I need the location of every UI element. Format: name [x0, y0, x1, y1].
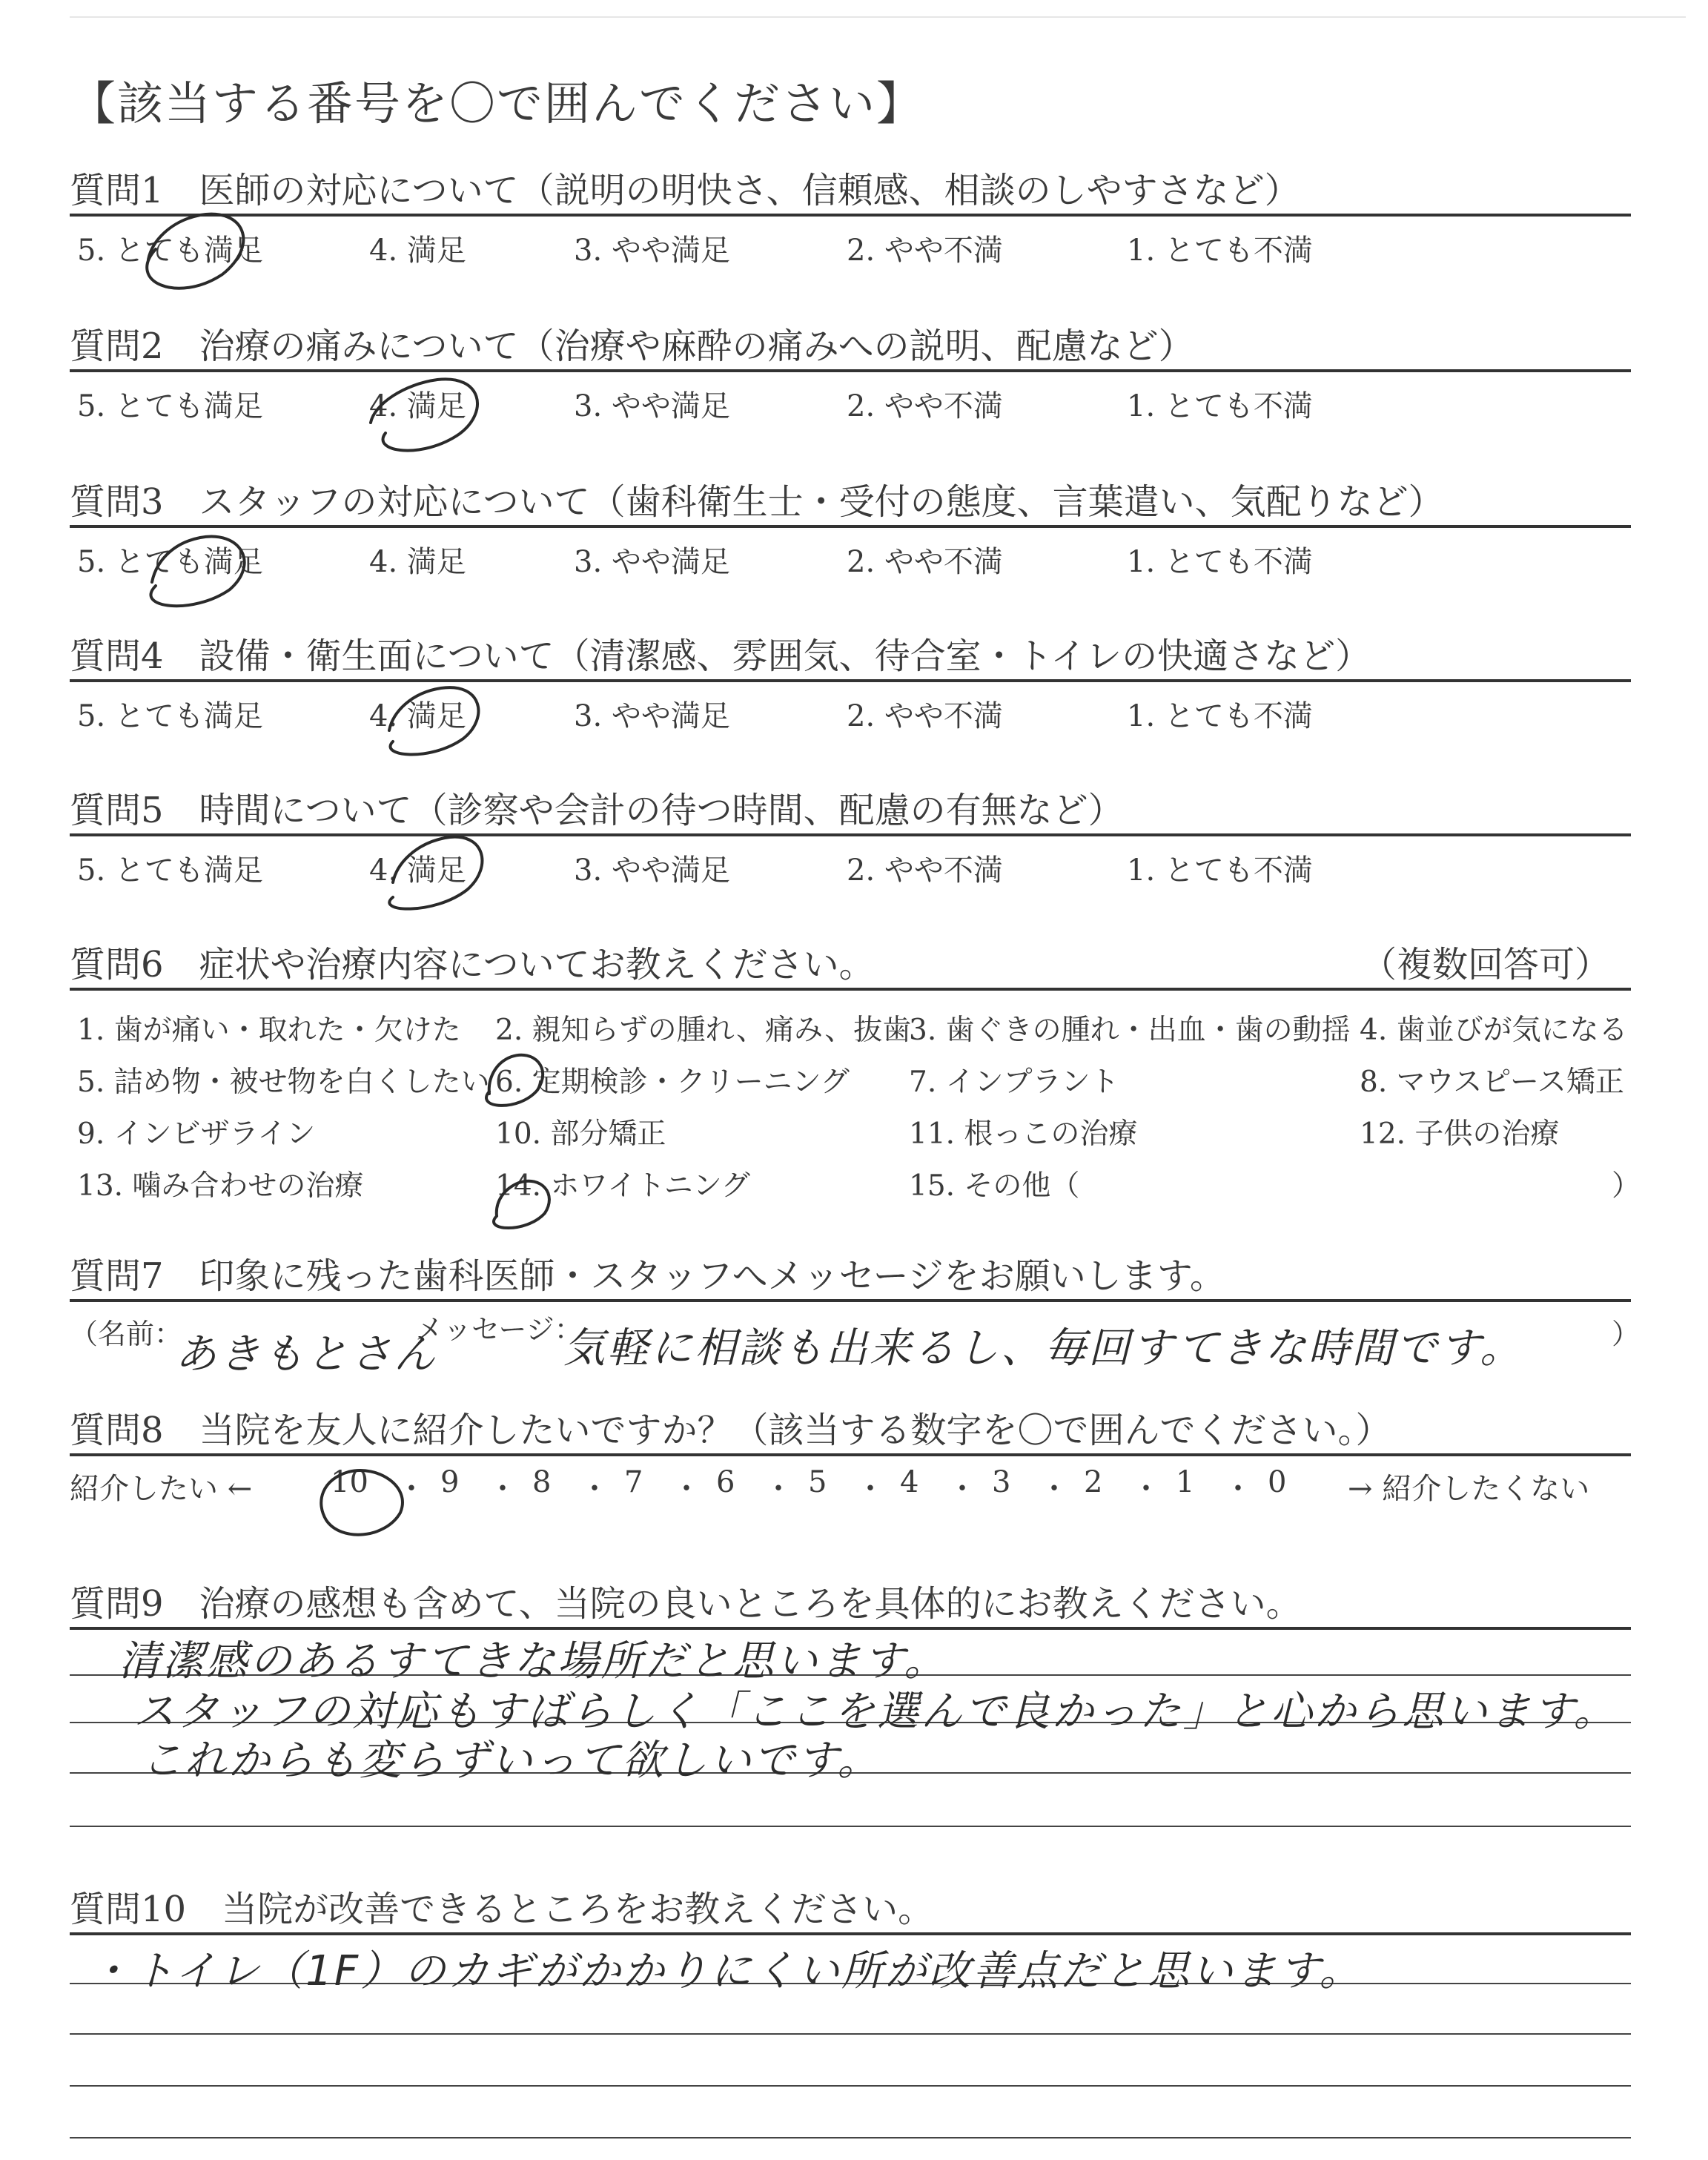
q3-option-2[interactable]: 2. やや不満 — [847, 545, 1003, 579]
q6-option-2[interactable]: 2. 親知らずの腫れ、痛み、抜歯 — [495, 1014, 912, 1047]
q8-scale-dot: ・ — [672, 1472, 701, 1506]
q9-answer-line-1[interactable]: 清潔感のあるすてきな場所だと思います。 — [119, 1637, 948, 1685]
q6-option-3[interactable]: 3. 歯ぐきの腫れ・出血・歯の動揺 — [909, 1014, 1351, 1047]
q4-option-1[interactable]: 1. とても不満 — [1127, 699, 1313, 733]
q9-answer-line-2[interactable]: スタッフの対応もすばらしく「ここを選んで良かった」と心から思います。 — [133, 1688, 1618, 1736]
q8-selection-circle — [321, 1470, 403, 1535]
q3-option-5[interactable]: 5. とても満足 — [77, 545, 263, 579]
q5-option-3[interactable]: 3. やや満足 — [574, 853, 730, 888]
question-6-title: 質問6 症状や治療内容についてお教えください。 — [70, 944, 875, 985]
q6-option-8[interactable]: 8. マウスピース矯正 — [1360, 1066, 1624, 1099]
q8-scale-0[interactable]: 0 — [1268, 1465, 1287, 1499]
q6-selection-circle-14 — [494, 1181, 549, 1228]
q7-name-label: （名前： — [70, 1318, 183, 1350]
q5-selection-circle — [389, 837, 482, 909]
q6-option-14[interactable]: 14. ホワイトニング — [495, 1169, 750, 1203]
q6-option-10[interactable]: 10. 部分矯正 — [495, 1117, 666, 1151]
q8-scale-7[interactable]: 7 — [624, 1465, 643, 1499]
q4-selection-circle — [389, 687, 478, 754]
q8-scale-dot: ・ — [764, 1472, 793, 1506]
q8-scale-3[interactable]: 3 — [992, 1465, 1011, 1499]
q10-answer-line-1[interactable]: ・トイレ（1F）のカギがかかりにくい所が改善点だと思います。 — [89, 1947, 1363, 1995]
q9-answer-line-3[interactable]: これからも変らずいって欲しいです。 — [141, 1737, 881, 1785]
question-1-title: 質問1 医師の対応について（説明の明快さ、信頼感、相談のしやすさなど） — [70, 170, 1300, 211]
q3-option-1[interactable]: 1. とても不満 — [1127, 545, 1313, 579]
q4-option-3[interactable]: 3. やや満足 — [574, 699, 730, 733]
q7-message-label: メッセージ： — [415, 1313, 583, 1346]
q8-scale-9[interactable]: 9 — [440, 1465, 460, 1499]
page-heading: 【該当する番号を〇で囲んでください】 — [70, 76, 924, 131]
q8-scale-5[interactable]: 5 — [808, 1465, 827, 1499]
q6-option-13[interactable]: 13. 噛み合わせの治療 — [77, 1169, 364, 1203]
q1-option-2[interactable]: 2. やや不満 — [847, 234, 1003, 268]
question-9-title: 質問9 治療の感想も含めて、当院の良いところを具体的にお教えください。 — [70, 1583, 1302, 1625]
q4-option-5[interactable]: 5. とても満足 — [77, 699, 263, 733]
q8-scale-dot: ・ — [580, 1472, 609, 1506]
q6-option-15[interactable]: 15. その他（ — [909, 1169, 1080, 1203]
q1-option-5[interactable]: 5. とても満足 — [77, 234, 263, 268]
q5-option-5[interactable]: 5. とても満足 — [77, 853, 263, 888]
q6-option-1[interactable]: 1. 歯が痛い・取れた・欠けた — [77, 1014, 461, 1047]
q8-left-label: 紹介したい ← — [70, 1472, 253, 1506]
question-8-title: 質問8 当院を友人に紹介したいですか？（該当する数字を〇で囲んでください。） — [70, 1410, 1391, 1451]
q7-close-paren: ） — [1612, 1318, 1641, 1350]
q8-scale-10[interactable]: 10 — [331, 1465, 368, 1499]
q4-option-4[interactable]: 4. 満足 — [369, 699, 466, 733]
question-3-title: 質問3 スタッフの対応について（歯科衛生士・受付の態度、言葉遣い、気配りなど） — [70, 481, 1444, 523]
q5-option-1[interactable]: 1. とても不満 — [1127, 853, 1313, 888]
q6-selection-circle-6 — [486, 1055, 543, 1106]
q2-option-3[interactable]: 3. やや満足 — [574, 389, 730, 423]
question-4-title: 質問4 設備・衛生面について（清潔感、雰囲気、待合室・トイレの快適さなど） — [70, 635, 1371, 677]
q3-option-3[interactable]: 3. やや満足 — [574, 545, 730, 579]
q8-scale-dot: ・ — [1131, 1472, 1161, 1506]
q8-scale-dot: ・ — [947, 1472, 977, 1506]
q8-scale-2[interactable]: 2 — [1084, 1465, 1103, 1499]
q8-scale-dot: ・ — [1223, 1472, 1253, 1506]
q3-selection-circle — [150, 537, 244, 607]
q8-scale-1[interactable]: 1 — [1176, 1465, 1195, 1499]
q1-selection-circle — [147, 214, 243, 288]
q8-scale-dot: ・ — [397, 1472, 426, 1506]
q6-option-7[interactable]: 7. インプラント — [909, 1066, 1119, 1099]
q6-option-4[interactable]: 4. 歯並びが気になる — [1360, 1014, 1628, 1047]
q5-option-2[interactable]: 2. やや不満 — [847, 853, 1003, 888]
q6-option-12[interactable]: 12. 子供の治療 — [1360, 1117, 1560, 1151]
q8-right-label: → 紹介したくない — [1348, 1472, 1590, 1506]
q1-option-4[interactable]: 4. 満足 — [369, 234, 466, 268]
q2-option-4[interactable]: 4. 満足 — [369, 389, 466, 423]
q5-option-4[interactable]: 4. 満足 — [369, 853, 466, 888]
q4-option-2[interactable]: 2. やや不満 — [847, 699, 1003, 733]
q6-option-6[interactable]: 6. 定期検診・クリーニング — [495, 1066, 850, 1099]
q1-option-3[interactable]: 3. やや満足 — [574, 234, 730, 268]
question-10-title: 質問10 当院が改善できるところをお教えください。 — [70, 1889, 934, 1930]
q6-option-9[interactable]: 9. インビザライン — [77, 1117, 316, 1151]
q6-option-15-close: ） — [1612, 1169, 1641, 1203]
question-2-title: 質問2 治療の痛みについて（治療や麻酔の痛みへの説明、配慮など） — [70, 326, 1194, 367]
q2-option-1[interactable]: 1. とても不満 — [1127, 389, 1313, 423]
question-7-title: 質問7 印象に残った歯科医師・スタッフへメッセージをお願いします。 — [70, 1255, 1225, 1297]
q8-scale-6[interactable]: 6 — [716, 1465, 735, 1499]
q8-scale-8[interactable]: 8 — [532, 1465, 552, 1499]
q1-option-1[interactable]: 1. とても不満 — [1127, 234, 1313, 268]
q7-message-value[interactable]: 気軽に相談も出来るし、毎回すてきな時間です。 — [563, 1324, 1524, 1373]
q8-scale-dot: ・ — [1039, 1472, 1069, 1506]
q2-option-2[interactable]: 2. やや不満 — [847, 389, 1003, 423]
q8-scale-dot: ・ — [855, 1472, 885, 1506]
q7-name-value[interactable]: あきもとさん — [175, 1330, 437, 1378]
question-5-title: 質問5 時間について（診察や会計の待つ時間、配慮の有無など） — [70, 790, 1124, 831]
q2-option-5[interactable]: 5. とても満足 — [77, 389, 263, 423]
q3-option-4[interactable]: 4. 満足 — [369, 545, 466, 579]
q6-option-5[interactable]: 5. 詰め物・被せ物を白くしたい — [77, 1066, 490, 1099]
q8-scale-4[interactable]: 4 — [900, 1465, 919, 1499]
q6-option-11[interactable]: 11. 根っこの治療 — [909, 1117, 1138, 1151]
question-6-note: （複数回答可） — [1361, 944, 1611, 985]
q8-scale-dot: ・ — [488, 1472, 517, 1506]
q2-selection-circle — [371, 379, 477, 450]
